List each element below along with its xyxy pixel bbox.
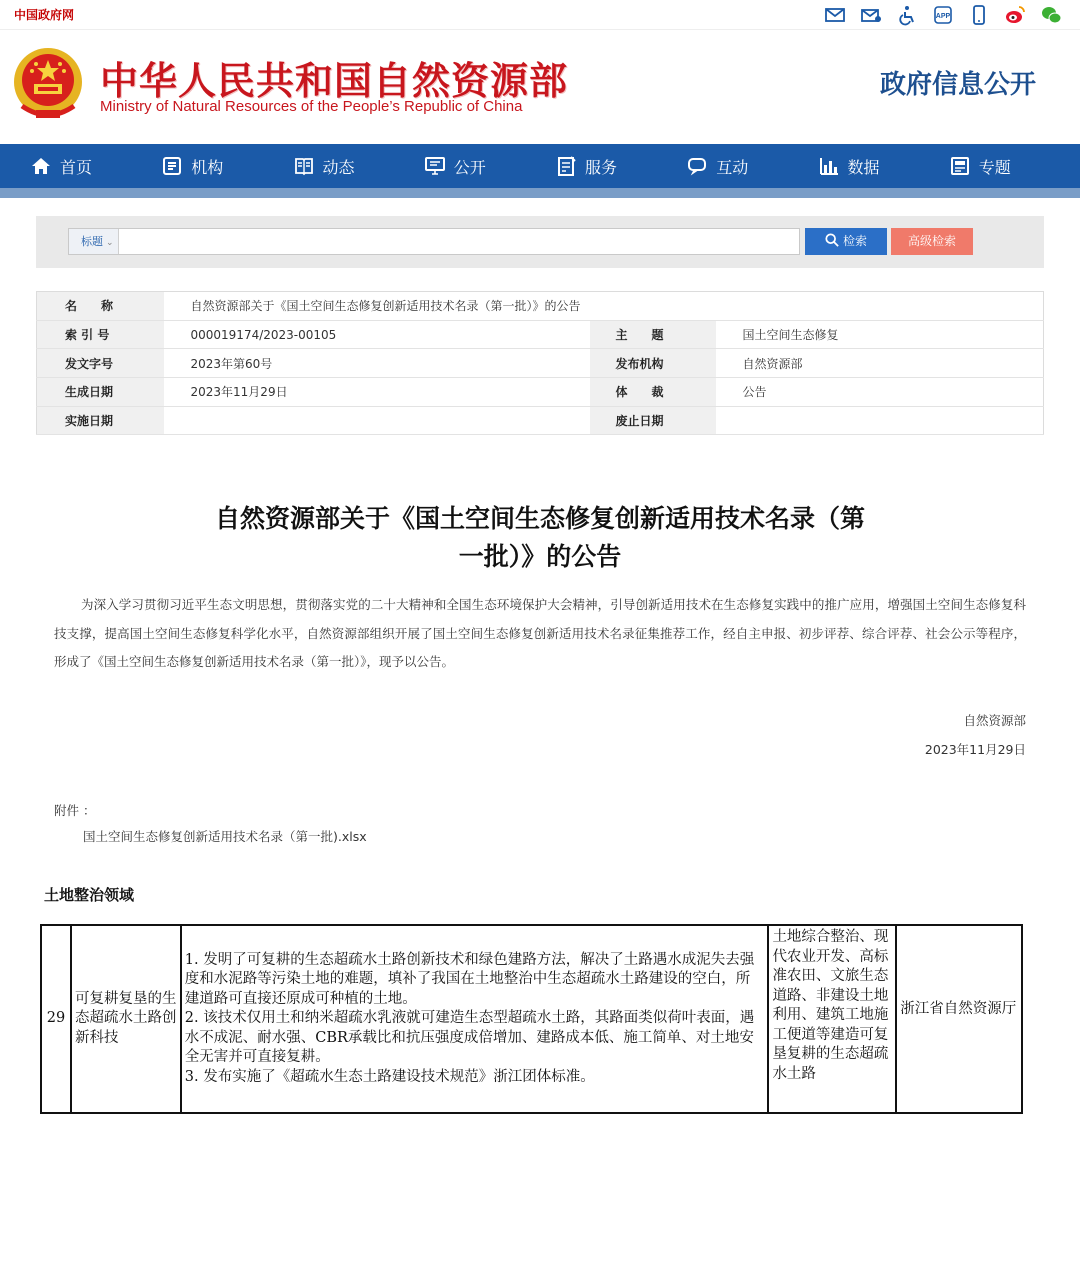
- table-row: [41, 925, 1022, 1113]
- meta-label: 实施日期: [37, 406, 164, 435]
- meta-value: 自然资源部: [716, 349, 1044, 378]
- advanced-search-button[interactable]: 高级检索: [891, 228, 973, 255]
- desc-item: 3. 发布实施了《超疏水生态土路建设技术规范》浙江团体标准。: [184, 1068, 595, 1085]
- search-button[interactable]: [805, 228, 887, 255]
- nav-label: 数据: [847, 157, 880, 177]
- accessibility-icon[interactable]: [896, 4, 918, 26]
- tech-description: [181, 925, 769, 1113]
- site-title: 中华人民共和国自然资源部: [100, 59, 569, 103]
- meta-label: 发文字号: [37, 349, 164, 378]
- meta-label: 生成日期: [37, 378, 164, 407]
- nav-item-news[interactable]: [293, 144, 424, 188]
- nav-item-public[interactable]: [424, 144, 555, 188]
- search-type-label: 标题: [81, 235, 103, 248]
- nav-item-data[interactable]: [818, 144, 949, 188]
- meta-label: 体 裁: [590, 378, 716, 407]
- search-bar: [36, 216, 1044, 268]
- mailbox-icon[interactable]: [860, 4, 882, 26]
- signature-org: 自然资源部: [963, 713, 1026, 728]
- site-subtitle: Ministry of Natural Resources of the People’s Republic of China: [100, 98, 523, 115]
- topic-icon: [949, 155, 971, 177]
- nav-label: 服务: [585, 157, 618, 177]
- meta-value: [164, 406, 590, 435]
- chat-icon: [686, 155, 708, 177]
- meta-label: 名 称: [37, 292, 164, 321]
- meta-row: [37, 292, 1044, 321]
- attachment-link[interactable]: 国土空间生态修复创新适用技术名录（第一批).xlsx: [83, 829, 367, 844]
- meta-row: [37, 378, 1044, 407]
- national-emblem-icon: [12, 46, 84, 124]
- nav-label: 机构: [191, 157, 224, 177]
- attachment-label: 附件 ：: [54, 803, 96, 818]
- home-icon: [30, 155, 52, 177]
- info-disclosure-title[interactable]: 政府信息公开: [879, 70, 1036, 100]
- meta-label: 发布机构: [590, 349, 716, 378]
- nav-label: 公开: [453, 157, 486, 177]
- desc-item: 1. 发明了可复耕的生态超疏水土路创新技术和绿色建路方法，解决了土路遇水成泥失去强度和水泥路等污染土地的难题，填补了我国在土地整治中生态超疏水土路建设的空白，所建道路可直接还原成可种植的土地。: [184, 951, 755, 1007]
- desc-item: 2. 该技术仅用土和纳米超疏水乳液就可建造生态型超疏水土路，其路面类似荷叶表面，遇水不成泥、耐水强、CBR承载比和抗压强度成倍增加、建路成本低、施工简单、对土地安全无害并可直接复耕。: [184, 1010, 755, 1066]
- meta-row: [37, 320, 1044, 349]
- nav-item-service[interactable]: [555, 144, 686, 188]
- tech-table: [40, 924, 1023, 1114]
- search-button-label: 检索: [842, 234, 867, 248]
- meta-value: 自然资源部关于《国土空间生态修复创新适用技术名录（第一批）》的公告: [164, 292, 1044, 321]
- article-body: 为深入学习贯彻习近平生态文明思想，贯彻落实党的二十大精神和全国生态环境保护大会精神，引导创新适用技术在生态修复实践中的推广应用，增强国土空间生态修复科技支撑，提高国土空间生态修复科学化水平，自然资源部组织开展了国土空间生态修复创新适用技术名录征集推荐工作，经自主申报、初步评荐、综合评荐、社会公示等程序，形成了《国土空间生态修复创新适用技术名录（第一批）》，现予以公告。: [54, 597, 1026, 670]
- meta-value: 2023年11月29日: [164, 378, 590, 407]
- tech-name: 可复耕复垦的生态超疏水土路创新科技: [71, 925, 181, 1113]
- nav-item-org[interactable]: [161, 144, 292, 188]
- article-title-line: 一批）》的公告: [458, 542, 622, 571]
- recommending-org: 浙江省自然资源厅: [896, 925, 1022, 1113]
- org-icon: [161, 155, 183, 177]
- signature-date: 2023年11月29日: [924, 742, 1026, 757]
- meta-row: [37, 406, 1044, 435]
- search-input[interactable]: [68, 228, 800, 255]
- nav-item-interact[interactable]: [686, 144, 817, 188]
- nav-label: 专题: [978, 157, 1011, 177]
- meta-label: 废止日期: [590, 406, 716, 435]
- top-icons: [824, 4, 1062, 26]
- wechat-icon[interactable]: [1040, 4, 1062, 26]
- nav-item-topic[interactable]: [949, 144, 1080, 188]
- app-icon[interactable]: [932, 4, 954, 26]
- news-icon: [293, 155, 315, 177]
- nav-item-home[interactable]: [30, 144, 161, 188]
- gov-portal-link[interactable]: 中国政府网: [14, 8, 75, 22]
- nav-label: 互动: [716, 157, 749, 177]
- meta-value: 2023年第60号: [164, 349, 590, 378]
- svg-text:APP: APP: [935, 13, 951, 20]
- article-title: [150, 500, 930, 576]
- site-header: [0, 30, 1080, 144]
- chevron-down-icon: ⌄: [106, 238, 114, 248]
- meta-row: [37, 349, 1044, 378]
- mail-icon[interactable]: [824, 4, 846, 26]
- search-icon: [825, 233, 839, 247]
- form-icon: [555, 155, 577, 177]
- application-scene: 土地综合整治、现代农业开发、高标准农田、文旅生态道路、非建设土地利用、建筑工地施工便道等建造可复垦复耕的生态超疏水土路: [768, 925, 896, 1113]
- document-metadata-table: [36, 291, 1044, 435]
- row-number: 29: [41, 925, 71, 1113]
- nav-label: 动态: [322, 157, 355, 177]
- mobile-icon[interactable]: [968, 4, 990, 26]
- article-title-line: 自然资源部关于《国土空间生态修复创新适用技术名录（第: [214, 504, 865, 533]
- weibo-icon[interactable]: [1004, 4, 1026, 26]
- section-heading: 土地整治领域: [44, 886, 135, 904]
- nav-label: 首页: [60, 157, 93, 177]
- meta-value: 公告: [716, 378, 1044, 407]
- meta-value: [716, 406, 1044, 435]
- main-nav: [0, 144, 1080, 198]
- top-strip: [0, 0, 1080, 30]
- meta-value: 国土空间生态修复: [716, 320, 1044, 349]
- search-type-select[interactable]: [69, 229, 119, 254]
- signature: [925, 706, 1026, 764]
- screen-icon: [424, 155, 446, 177]
- chart-icon: [818, 155, 840, 177]
- meta-value: 000019174/2023-00105: [164, 320, 590, 349]
- meta-label: 索 引 号: [37, 320, 164, 349]
- meta-label: 主 题: [590, 320, 716, 349]
